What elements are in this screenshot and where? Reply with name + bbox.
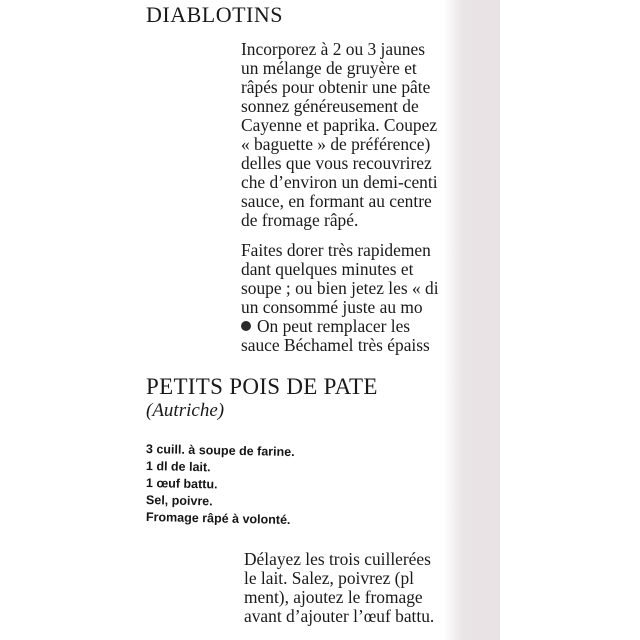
text-line: Faites dorer très rapidemen xyxy=(241,240,431,260)
ingredient-item: Fromage râpé à volonté. xyxy=(145,510,291,528)
variation-note xyxy=(241,317,439,336)
ingredient-item: 3 cuill. à soupe de farine. xyxy=(145,442,295,460)
text-line: « baguette » de préférence) xyxy=(241,134,431,154)
text-line: de fromage râpé. xyxy=(241,210,359,230)
petits-pois-paragraph-1 xyxy=(244,550,434,626)
text-line: râpés pour obtenir une pâte xyxy=(241,77,431,97)
text-line: Cayenne et paprika. Coupez xyxy=(241,115,438,135)
diablotins-paragraph-1 xyxy=(241,40,438,230)
text-line: Délayez les trois cuillerées xyxy=(244,549,431,569)
text-line: On peut remplacer les xyxy=(257,316,411,336)
text-line: soupe ; ou bien jetez les « di xyxy=(241,278,439,298)
recipe-title-petits-pois: PETITS POIS DE PATE xyxy=(146,374,378,399)
page-fold-shadow xyxy=(444,0,500,640)
text-line: un consommé juste au mo xyxy=(241,297,423,317)
diablotins-paragraph-2 xyxy=(241,241,439,355)
ingredient-list xyxy=(146,441,295,526)
ingredient-item: 1 œuf battu. xyxy=(145,476,218,492)
ingredient-item: Sel, poivre. xyxy=(145,493,213,509)
recipe-title-diablotins: DIABLOTINS xyxy=(146,2,283,27)
bullet-icon xyxy=(241,321,251,331)
text-line: dant quelques minutes et xyxy=(241,259,414,279)
text-line: che d’environ un demi-centi xyxy=(241,172,438,192)
text-line: sonnez généreusement de xyxy=(241,96,419,116)
text-line: sauce Béchamel très épaiss xyxy=(241,335,430,355)
recipe-origin: (Autriche) xyxy=(146,400,225,421)
margin-blank xyxy=(500,0,640,640)
ingredient-item: 1 dl de lait. xyxy=(145,459,211,475)
text-line: le lait. Salez, poivrez (pl xyxy=(244,568,414,588)
text-line: Incorporez à 2 ou 3 jaunes xyxy=(241,39,425,59)
text-line: sauce, en formant au centre xyxy=(241,191,432,211)
text-line: un mélange de gruyère et xyxy=(241,58,417,78)
text-line: ment), ajoutez le fromage xyxy=(244,587,423,607)
text-line: avant d’ajouter l’œuf battu. xyxy=(244,606,435,626)
text-line: delles que vous recouvrirez xyxy=(241,153,432,173)
